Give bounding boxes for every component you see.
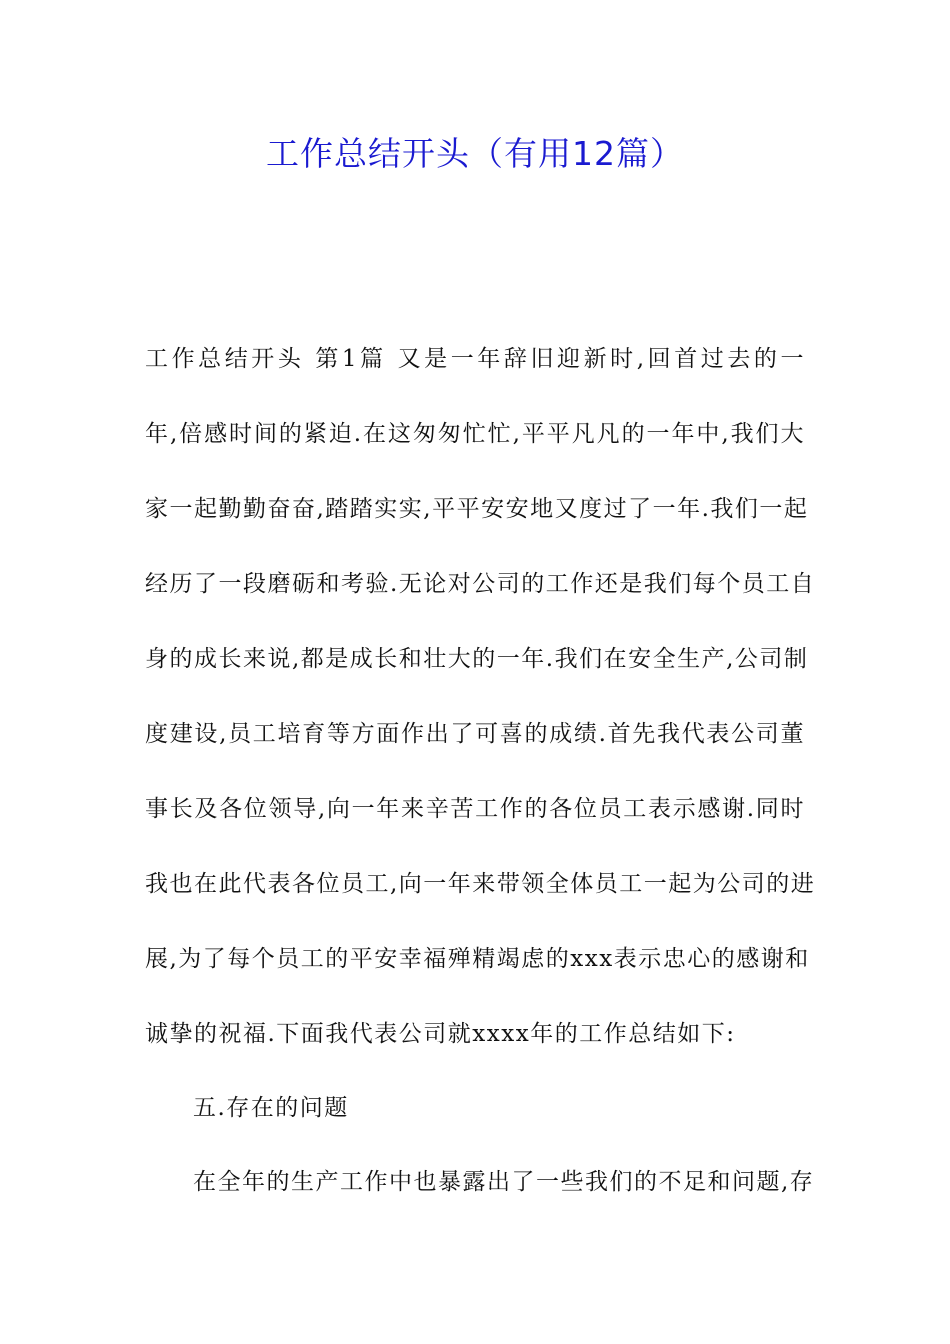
paragraph-line: 在全年的生产工作中也暴露出了一些我们的不足和问题,存 <box>193 1169 815 1195</box>
body-line-7: 事长及各位领导,向一年来辛苦工作的各位员工表示感谢.同时 <box>145 796 805 822</box>
section-heading: 五.存在的问题 <box>193 1095 349 1121</box>
body-line-8: 我也在此代表各位员工,向一年来带领全体员工一起为公司的进 <box>145 871 816 897</box>
body-line-4: 经历了一段磨砺和考验.无论对公司的工作还是我们每个员工自 <box>145 571 816 597</box>
body-line-10: 诚挚的祝福.下面我代表公司就xxxx年的工作总结如下: <box>145 1021 736 1047</box>
body-line-2: 年,倍感时间的紧迫.在这匆匆忙忙,平平凡凡的一年中,我们大 <box>145 421 805 447</box>
body-line-3: 家一起勤勤奋奋,踏踏实实,平平安安地又度过了一年.我们一起 <box>145 496 809 522</box>
body-line-5: 身的成长来说,都是成长和壮大的一年.我们在安全生产,公司制 <box>145 646 809 672</box>
document-title: 工作总结开头（有用12篇） <box>266 134 684 173</box>
body-line-9: 展,为了每个员工的平安幸福殚精竭虑的xxx表示忠心的感谢和 <box>145 946 810 972</box>
body-line-1: 工作总结开头 第1篇 又是一年辞旧迎新时,回首过去的一 <box>145 346 805 372</box>
body-line-6: 度建设,员工培育等方面作出了可喜的成绩.首先我代表公司董 <box>145 721 805 747</box>
